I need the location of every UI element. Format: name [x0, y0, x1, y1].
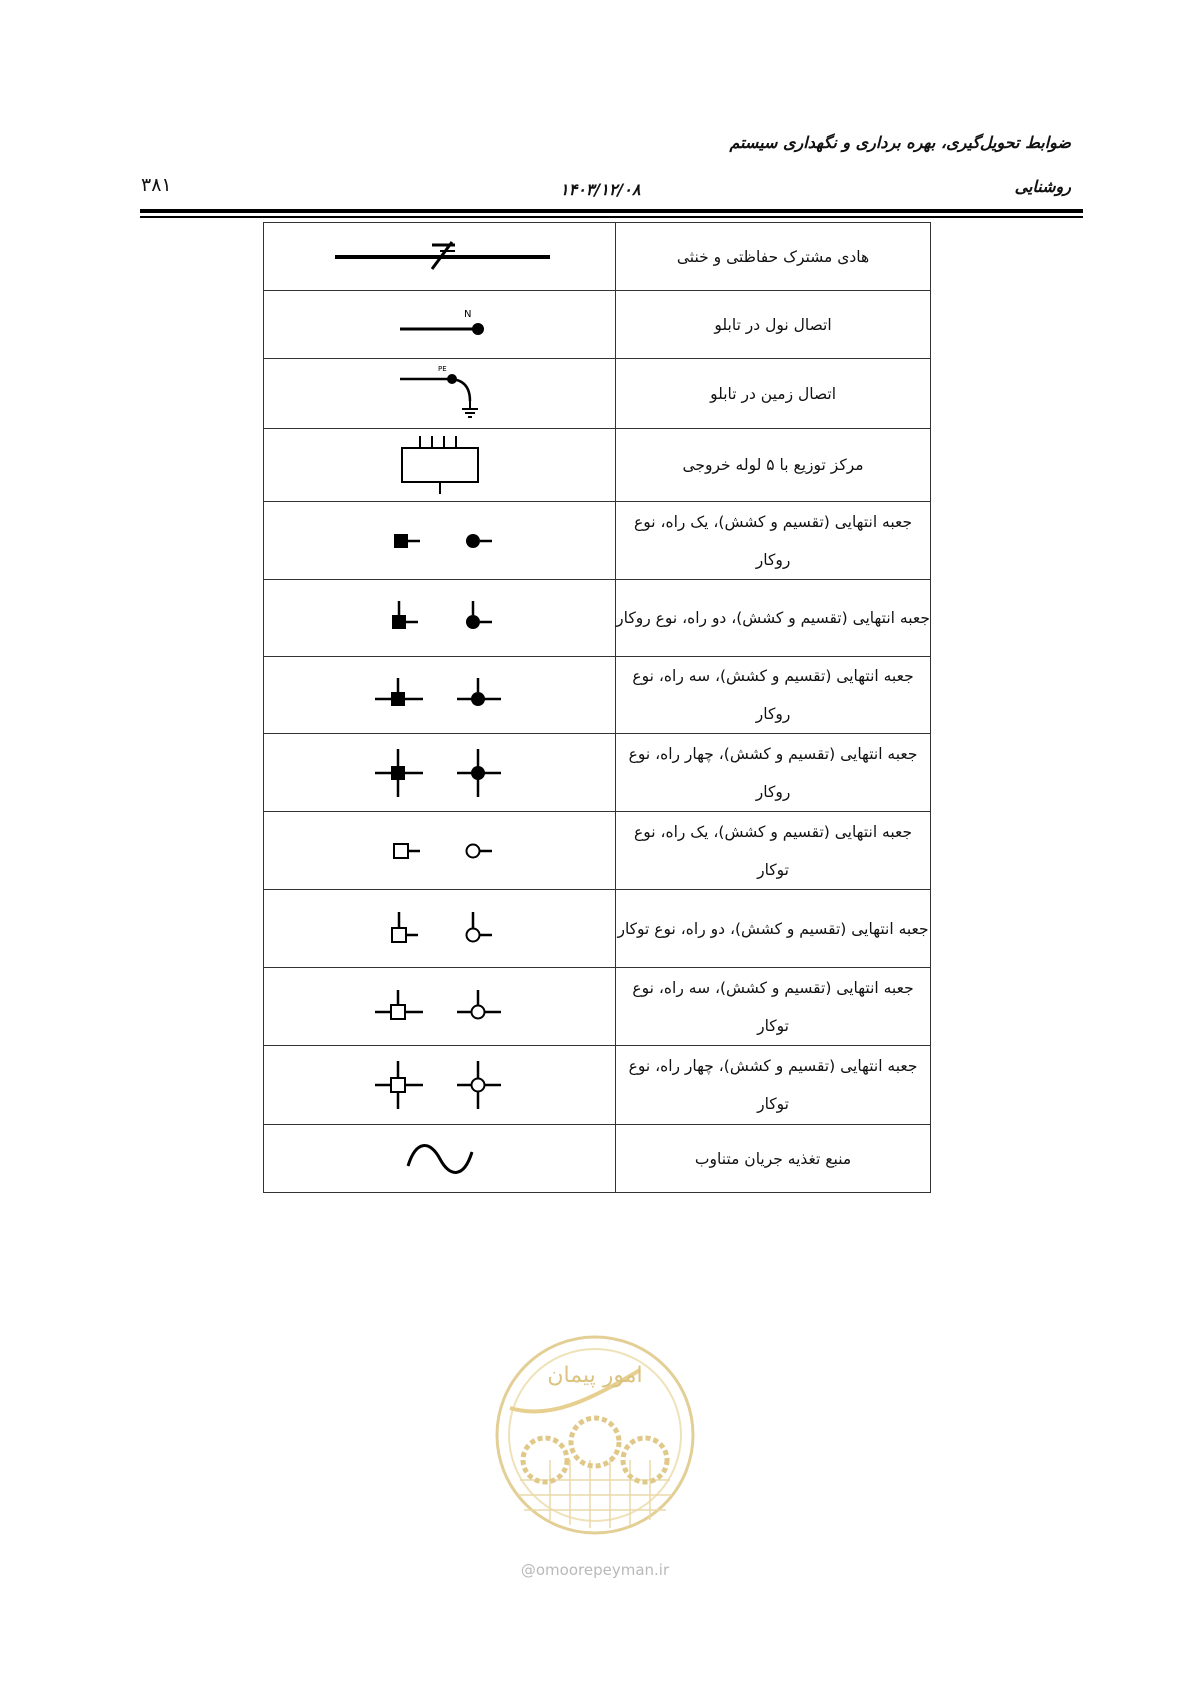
symbol-cell [264, 291, 616, 359]
neutral-label: N [463, 308, 472, 320]
surface-four-way-icon [365, 745, 515, 801]
symbol-cell [264, 359, 616, 429]
table-row [264, 1125, 931, 1193]
watermark-text: امور پیمان [547, 1363, 643, 1388]
surface-two-way-icon [370, 593, 510, 643]
symbol-description: مرکز توزیع با ۵ لوله خروجی [616, 429, 931, 502]
symbol-description: جعبه انتهایی (تقسیم و کشش)، دو راه، نوع توکار [616, 890, 931, 968]
pen-conductor-icon [320, 237, 560, 277]
symbol-description: جعبه انتهایی (تقسیم و کشش)، یک راه، نوع توکار [616, 812, 931, 890]
page-number: ۳۸۱ [141, 174, 172, 196]
header-date: ۱۴۰۳/۱۲/۰۸ [560, 180, 641, 199]
symbol-cell [264, 502, 616, 580]
table-row [264, 580, 931, 657]
symbol-description: جعبه انتهایی (تقسیم و کشش)، چهار راه، نوع روکار [616, 734, 931, 812]
neutral-connection-icon [380, 305, 500, 345]
symbol-cell [264, 1125, 616, 1193]
flush-two-way-icon [370, 904, 510, 954]
table-row [264, 502, 931, 580]
surface-three-way-icon [365, 670, 515, 720]
surface-one-way-icon [370, 516, 510, 566]
table-row [264, 223, 931, 291]
symbol-description: جعبه انتهایی (تقسیم و کشش)، یک راه، نوع روکار [616, 502, 931, 580]
symbol-cell [264, 223, 616, 291]
flush-four-way-icon [365, 1057, 515, 1113]
watermark-logo [490, 1330, 700, 1590]
ac-source-icon [400, 1134, 480, 1184]
header-title-line2: روشنایی [1014, 177, 1071, 196]
table-row [264, 291, 931, 359]
table-row [264, 968, 931, 1046]
earth-connection-icon [380, 363, 500, 425]
table-row [264, 359, 931, 429]
omoorepeyman-logo-icon [490, 1330, 700, 1590]
symbol-description: منبع تغذیه جریان متناوب [616, 1125, 931, 1193]
earth-label: PE [437, 364, 447, 373]
table-row [264, 890, 931, 968]
symbol-cell [264, 890, 616, 968]
symbol-cell [264, 429, 616, 502]
symbol-cell [264, 580, 616, 657]
symbol-cell [264, 1046, 616, 1125]
watermark-site: @omoorepeyman.ir [520, 1561, 670, 1579]
table-row [264, 657, 931, 734]
header-title: ضوابط تحویل‌گیری، بهره برداری و نگهداری سیستم [729, 133, 1071, 152]
symbol-cell [264, 812, 616, 890]
symbol-description: اتصال نول در تابلو [616, 291, 931, 359]
distribution-center-icon [390, 432, 490, 498]
flush-one-way-icon [370, 826, 510, 876]
symbols-table [263, 222, 931, 1193]
header-rule-thin [140, 216, 1083, 218]
table-row [264, 429, 931, 502]
symbol-cell [264, 734, 616, 812]
symbol-description: جعبه انتهایی (تقسیم و کشش)، دو راه، نوع روکار [616, 580, 931, 657]
header-rule [140, 209, 1083, 213]
symbol-description: جعبه انتهایی (تقسیم و کشش)، سه راه، نوع توکار [616, 968, 931, 1046]
table-row [264, 1046, 931, 1125]
table-row [264, 734, 931, 812]
symbol-cell [264, 968, 616, 1046]
symbol-cell [264, 657, 616, 734]
table-row [264, 812, 931, 890]
flush-three-way-icon [365, 982, 515, 1032]
symbol-description: اتصال زمین در تابلو [616, 359, 931, 429]
symbol-description: هادی مشترک حفاظتی و خنثی [616, 223, 931, 291]
symbol-description: جعبه انتهایی (تقسیم و کشش)، سه راه، نوع روکار [616, 657, 931, 734]
symbol-description: جعبه انتهایی (تقسیم و کشش)، چهار راه، نوع توکار [616, 1046, 931, 1125]
